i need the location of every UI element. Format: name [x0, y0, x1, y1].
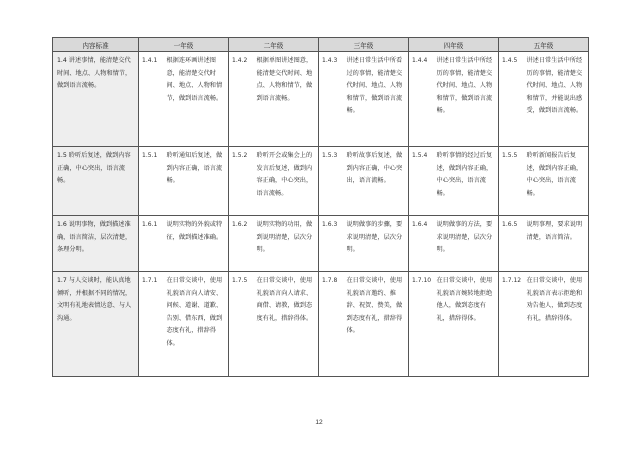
- item-code: 1.6.3: [319, 216, 345, 272]
- item-text: 在日常交谈中，使用礼貌语言向人请求、商借、请教，做到态度有礼，措辞得体。: [255, 272, 319, 377]
- item-text: 讲述日常生活中所看过的事情，能清楚交代时间、地点、人物和情节，做到语言流畅。: [345, 52, 409, 147]
- content-standard-cell: 1.7 与人交谈时，能认真地倾听，并根据不同的情况，文明有礼地表情达意、与人沟通。: [53, 272, 139, 377]
- content-standard-cell: 1.6 说明事物，做到描述准确，语言简洁，层次清楚，条理分明。: [53, 216, 139, 272]
- item-code: 1.7.12: [499, 272, 525, 377]
- header-standard: 内容标准: [53, 38, 139, 52]
- item-text: 在日常交谈中，使用礼貌语言向人请安、问候、道谢、道歉、告别、借东西，做到态度有礼，措辞得体。: [165, 272, 229, 377]
- header-row: [53, 38, 589, 52]
- item-code: 1.4.3: [319, 52, 345, 147]
- item-code: 1.4.5: [499, 52, 525, 147]
- item-code: 1.7.5: [229, 272, 255, 377]
- item-code: 1.5.2: [229, 147, 255, 216]
- table-row: [53, 216, 589, 272]
- item-code: 1.4.1: [139, 52, 165, 147]
- item-text: 在日常交谈中，使用礼貌语言邀约、推辞、祝贺、赞美，做到态度有礼，措辞得体。: [345, 272, 409, 377]
- table-row: [53, 147, 589, 216]
- item-text: 说明实物的功用，做到说明清楚，层次分明。: [255, 216, 319, 272]
- item-code: 1.6.4: [409, 216, 435, 272]
- item-code: 1.6.1: [139, 216, 165, 272]
- table-row: [53, 272, 589, 377]
- item-code: 1.5.5: [499, 147, 525, 216]
- item-text: 说明事理，要求说明清楚，语言简洁。: [525, 216, 589, 272]
- item-text: 讲述日常生活中所经历的事情，能清楚交代时间、地点、人物和情节，做到语言流畅。: [435, 52, 499, 147]
- item-code: 1.4.4: [409, 52, 435, 147]
- item-text: 讲述日常生活中所经历的事情，能清楚交代时间、地点、人物和情节，并能说出感受，做到语言流畅。: [525, 52, 589, 147]
- item-text: 聆听通知后复述，做到内容正确，语言流畅。: [165, 147, 229, 216]
- header-grade-4: 四年级: [409, 38, 499, 52]
- item-code: 1.6.2: [229, 216, 255, 272]
- header-grade-3: 三年级: [319, 38, 409, 52]
- item-text: 在日常交谈中，使用礼貌语言婉转地拒绝他人，做到态度有礼，措辞得体。: [435, 272, 499, 377]
- item-code: 1.5.4: [409, 147, 435, 216]
- item-text: 聆听事情的经过后复述，做到内容正确，中心突出，语言流畅。: [435, 147, 499, 216]
- item-text: 在日常交谈中，使用礼貌语言表示拒绝和劝告他人，做到态度有礼，措辞得体。: [525, 272, 589, 377]
- item-text: 说明实物的外貌或特征，做到描述准确。: [165, 216, 229, 272]
- item-text: 聆听新闻报告后复述，做到内容正确，中心突出，语言流畅。: [525, 147, 589, 216]
- header-grade-2: 二年级: [229, 38, 319, 52]
- header-grade-5: 五年级: [499, 38, 589, 52]
- item-text: 说明做事的步骤，要求说明清楚，层次分明。: [345, 216, 409, 272]
- page-number: 12: [315, 419, 323, 426]
- item-text: 根据单图讲述图意，能清楚交代时间、地点、人物和情节，做到语言流畅。: [255, 52, 319, 147]
- item-code: 1.7.8: [319, 272, 345, 377]
- table-row: [53, 52, 589, 147]
- item-code: 1.7.1: [139, 272, 165, 377]
- item-text: 聆听故事后复述，做到内容正确，中心突出，语言流畅。: [345, 147, 409, 216]
- curriculum-table: [52, 37, 589, 377]
- content-standard-cell: 1.5 聆听后复述，做到内容正确，中心突出，语言流畅。: [53, 147, 139, 216]
- item-code: 1.4.2: [229, 52, 255, 147]
- item-code: 1.7.10: [409, 272, 435, 377]
- item-text: 说明做事的方法，要求说明清楚，层次分明。: [435, 216, 499, 272]
- item-code: 1.6.5: [499, 216, 525, 272]
- item-text: 聆听开会或集会上的发言后复述，做到内容正确，中心突出，语言流畅。: [255, 147, 319, 216]
- item-text: 根据连环画讲述图意，能清楚交代时间、地点、人物和情节，做到语言流畅。: [165, 52, 229, 147]
- item-code: 1.5.1: [139, 147, 165, 216]
- item-code: 1.5.3: [319, 147, 345, 216]
- content-standard-cell: 1.4 讲述事情，能清楚交代时间、地点、人物和情节，做到语言流畅。: [53, 52, 139, 147]
- header-grade-1: 一年级: [139, 38, 229, 52]
